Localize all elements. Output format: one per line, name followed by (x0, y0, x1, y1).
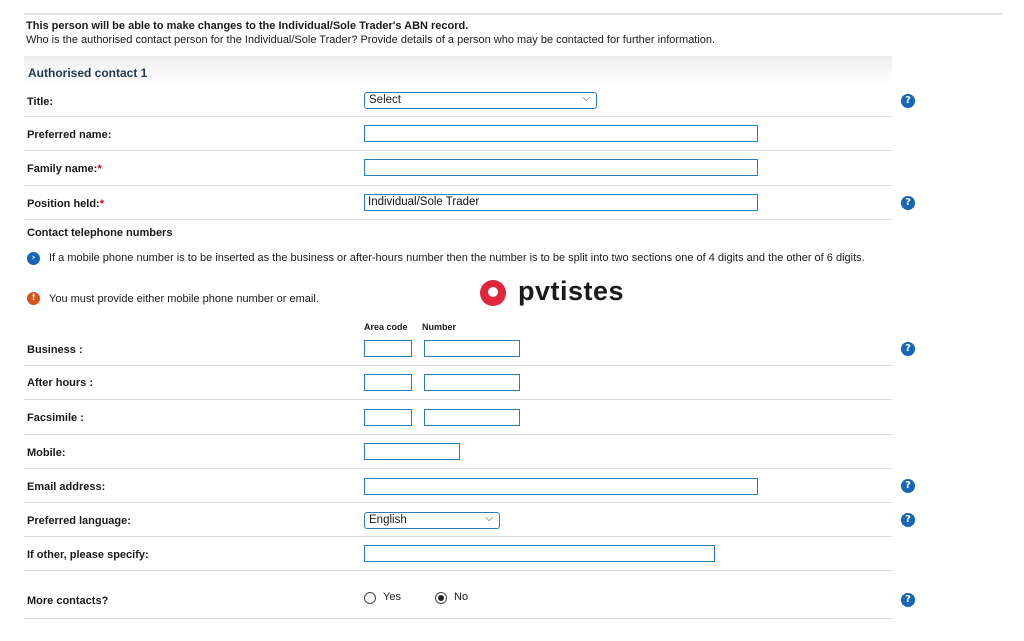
title-label: Title: (27, 96, 54, 108)
title-select[interactable] (364, 92, 597, 109)
preferred-name-input[interactable] (364, 125, 758, 142)
family-name-input[interactable] (364, 159, 758, 176)
help-icon[interactable]: ? (901, 94, 915, 108)
number-column-label: Number (422, 322, 457, 332)
more-contacts-yes-radio[interactable] (364, 592, 376, 604)
contact-telephone-heading: Contact telephone numbers (27, 227, 173, 239)
email-input[interactable] (364, 478, 758, 495)
title-select-value: Select (369, 94, 401, 106)
position-held-input[interactable]: Individual/Sole Trader (364, 194, 758, 211)
top-divider (24, 13, 1002, 15)
other-language-input[interactable] (364, 545, 715, 562)
preferred-language-value: English (369, 514, 407, 526)
info-note-text: If a mobile phone number is to be inserted as the business or after-hours number then the number is to be split into two sections one of 4 digits and the other of 6 digits. (49, 252, 865, 264)
more-contacts-no-label[interactable]: No (454, 591, 469, 603)
warning-note (27, 292, 387, 306)
facsimile-label: Facsimile : (27, 412, 84, 424)
help-icon[interactable]: ? (901, 342, 915, 356)
help-icon[interactable]: ? (901, 593, 915, 607)
area-code-column-label: Area code (364, 322, 408, 332)
business-number-input[interactable] (424, 340, 520, 357)
section-title: Authorised contact 1 (28, 66, 148, 80)
chevron-down-icon: ⌵ (582, 93, 590, 104)
chevron-down-icon: ⌵ (485, 513, 493, 524)
intro-bold-text: This person will be able to make changes to the Individual/Sole Trader's ABN record. (26, 20, 469, 32)
warning-note-text: You must provide either mobile phone number or email. (49, 293, 319, 305)
business-label: Business : (27, 344, 83, 356)
required-marker: * (99, 198, 105, 210)
more-contacts-label: More contacts? (27, 595, 109, 607)
chevron-right-circle-icon: › (27, 252, 40, 265)
after-hours-number-input[interactable] (424, 374, 520, 391)
preferred-name-label: Preferred name: (27, 129, 112, 141)
help-icon[interactable]: ? (901, 479, 915, 493)
exclamation-circle-icon: ! (27, 292, 40, 305)
info-note (27, 252, 877, 280)
preferred-language-select[interactable] (364, 512, 500, 529)
preferred-language-label: Preferred language: (27, 515, 131, 527)
mobile-input[interactable] (364, 443, 460, 460)
location-pin-icon (480, 280, 506, 306)
mobile-label: Mobile: (27, 447, 66, 459)
help-icon[interactable]: ? (901, 196, 915, 210)
watermark-text: pvtistes (518, 276, 625, 306)
other-language-label: If other, please specify: (27, 549, 149, 561)
position-held-label: Position held:* (27, 198, 105, 210)
family-name-label: Family name:* (27, 163, 102, 175)
required-marker: * (97, 163, 102, 175)
email-label: Email address: (27, 481, 106, 493)
section-header (24, 56, 892, 86)
business-area-code-input[interactable] (364, 340, 412, 357)
help-icon[interactable]: ? (901, 513, 915, 527)
facsimile-number-input[interactable] (424, 409, 520, 426)
after-hours-area-code-input[interactable] (364, 374, 412, 391)
after-hours-label: After hours : (27, 377, 93, 389)
intro-description: Who is the authorised contact person for the Individual/Sole Trader? Provide details of a person who may be contacted for further information. (26, 34, 716, 46)
facsimile-area-code-input[interactable] (364, 409, 412, 426)
more-contacts-yes-label[interactable]: Yes (383, 591, 401, 603)
more-contacts-no-radio[interactable] (435, 592, 447, 604)
